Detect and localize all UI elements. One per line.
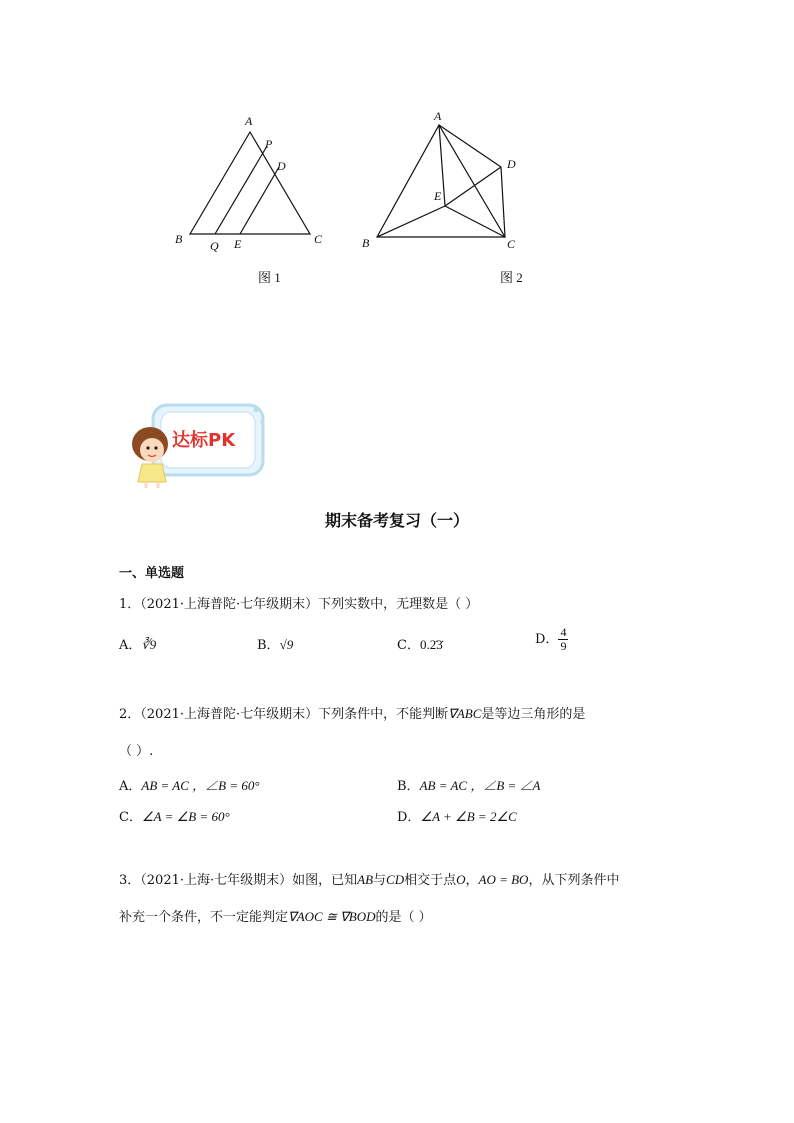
triangle-abc (190, 132, 310, 234)
text: ，从下列条件中 (528, 873, 620, 888)
question-1-stem: 1．（2021·上海普陀·七年级期末）下列实数中，无理数是（ ） (119, 597, 479, 612)
option-label: C． (397, 638, 420, 653)
fraction (558, 626, 568, 653)
label-e: E (234, 237, 242, 251)
question-1-option-a (119, 634, 156, 653)
option-label: D． (397, 810, 421, 825)
question-1-option-d (535, 626, 568, 653)
question-2-text-2: 是等边三角形的是 (481, 707, 586, 722)
option-value: 0.2̇3̇ (419, 637, 443, 652)
option-label: B． (257, 638, 280, 653)
badge-label: 达标PK (172, 430, 236, 451)
figure-2-diagram (355, 100, 535, 260)
question-2-text-1: 2．（2021·上海普陀·七年级期末）下列条件中，不能判断 (119, 707, 449, 722)
question-3-stem (119, 869, 619, 888)
fraction-denominator: 9 (560, 639, 567, 653)
question-1-option-b (257, 634, 293, 653)
math: CD (386, 872, 405, 887)
segment-ed (445, 167, 501, 206)
label-b: B (175, 232, 183, 246)
math: O (456, 872, 466, 887)
girl-dress-icon (138, 464, 166, 482)
label-b: B (362, 236, 370, 250)
segment-be (377, 206, 445, 237)
option-label: C． (119, 810, 142, 825)
option-label: A． (119, 638, 142, 653)
math: ∇AOC ≅ ∇BOD (288, 909, 376, 924)
section-heading: 一、单选题 (119, 566, 185, 581)
question-2-stem (119, 703, 585, 722)
option-value: √9 (279, 637, 294, 652)
label-a: A (245, 114, 253, 128)
label-d: D (507, 157, 516, 171)
option-value: AB = AC ，∠B = 60° (141, 778, 260, 793)
segment-pq (215, 146, 267, 234)
girl-face-icon (140, 438, 164, 462)
question-2-option-b (397, 775, 541, 794)
math: AB (357, 872, 374, 887)
option-label: B． (397, 779, 420, 794)
label-q: Q (210, 239, 219, 253)
sparkle-icon (254, 408, 259, 413)
question-3-stem-line2 (119, 906, 432, 925)
triangle-abc (377, 125, 505, 237)
segment-dc (501, 167, 505, 237)
sparkle-icon (260, 420, 264, 424)
option-value: ∠A + ∠B = 2∠C (420, 809, 517, 824)
segment-ad (439, 125, 501, 167)
text: 补充一个条件，不一定能判定 (119, 910, 289, 925)
question-2-option-a (119, 775, 260, 794)
label-d: D (277, 159, 286, 173)
text: ， (465, 873, 479, 888)
question-2-stem-line2: （ ）. (119, 744, 154, 759)
fraction-numerator: 4 (560, 625, 567, 639)
figure-1-caption: 图 1 (258, 270, 281, 285)
option-value: ∠A = ∠B = 60° (141, 809, 230, 824)
text: 与 (373, 873, 387, 888)
page-title: 期末备考复习（一） (324, 511, 469, 530)
label-p: P (265, 137, 273, 151)
option-label: D． (535, 632, 559, 647)
math: AO = BO (478, 872, 529, 887)
option-label: A． (119, 779, 142, 794)
label-e: E (434, 189, 442, 203)
question-2-option-c (119, 806, 230, 825)
figure-1-diagram (170, 110, 340, 260)
text: 的是（ ） (375, 910, 432, 925)
label-c: C (314, 232, 323, 246)
option-value: AB = AC ，∠B = ∠A (419, 778, 541, 793)
label-a: A (434, 109, 442, 123)
girl-eye-left (146, 446, 149, 449)
question-3-text: 3．（2021·上海·七年级期末）如图，已知 (119, 873, 358, 888)
label-c: C (507, 237, 516, 251)
option-value: ∛9 (141, 637, 157, 652)
figure-2-caption: 图 2 (500, 270, 523, 285)
girl-eye-right (154, 446, 157, 449)
question-2-option-d (397, 806, 517, 825)
question-1-option-c (397, 634, 443, 653)
text: 相交于点 (404, 873, 457, 888)
question-2-math: ∇ABC (448, 706, 482, 721)
segment-de (240, 167, 279, 234)
